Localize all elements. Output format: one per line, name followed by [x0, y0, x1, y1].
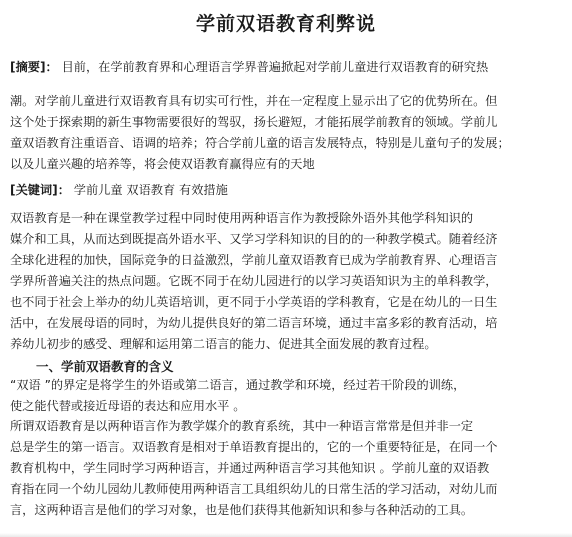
paragraph-line: 所谓双语教育是以两种语言作为教学媒介的教育系统，其中一种语言常常是但并非一定 [10, 419, 474, 433]
abstract-line: 童双语教育注重语音、语调的培养；符合学前儿童的语言发展特点，特别是儿童句子的发展； [10, 136, 510, 150]
paragraph-line: 学界所普遍关注的热点问题。它既不同于在幼儿园进行的以学习英语知识为主的单科教学， [10, 274, 498, 288]
abstract [10, 57, 562, 175]
paragraph-line: 养幼儿初步的感受、理解和运用第二语言的能力、促进其全面发展的教育过程。 [10, 337, 437, 351]
paragraph-line: 媒介和工具，从而达到既提高外语水平、又学习学科知识的目的的一种教学模式。随着经济 [10, 232, 498, 246]
abstract-label: [摘要]： [10, 60, 58, 74]
document-title: 学前双语教育利弊说 [195, 13, 376, 35]
abstract-line: 这个处于探索期的新生事物需要很好的驾驭，扬长避短，才能拓展学前教育的领域。学前儿 [10, 115, 498, 129]
paragraph-line: 使之能代替或接近母语的表达和应用水平 。 [10, 399, 246, 413]
paragraph-definition [10, 375, 562, 417]
paragraph-line: 活中，在发展母语的同时，为幼儿提供良好的第二语言环境，通过丰富多彩的教育活动，培 [10, 316, 498, 330]
paragraph-line: 言，这两种语言是他们的学习对象，也是他们获得其他新知识和参与各种活动的工具。 [10, 503, 474, 517]
paragraph-line: 育指在同一个幼儿园幼儿教师使用两种语言工具组织幼儿的日常生活的学习活动，对幼儿而 [10, 482, 498, 496]
keywords-label: [关键词]： [10, 183, 70, 197]
abstract-line: 目前，在学前教育界和心理语言学界普遍掀起对学前儿童进行双语教育的研究热 [61, 60, 489, 74]
page-bottom-shadow [0, 533, 572, 537]
paragraph-line: 教育机构中，学生同时学习两种语言，并通过两种语言学习其他知识 。学前儿童的双语教 [10, 461, 490, 475]
paragraph-line: 总是学生的第一语言。双语教育是相对于单语教育提出的，它的一个重要特征是，在同一个 [10, 440, 498, 454]
paragraph-intro [10, 208, 562, 355]
paragraph-explanation [10, 416, 562, 521]
abstract-line: 潮。对学前儿童进行双语教育具有切实可行性，并在一定程度上显示出了它的优势所在。但 [10, 94, 498, 108]
paragraph-line: 也不同于社会上举办的幼儿英语培训，更不同于小学英语的学科教育，它是在幼儿的一日生 [10, 295, 498, 309]
section-heading: 一、学前双语教育的含义 [36, 359, 174, 374]
keywords [10, 180, 562, 201]
paragraph-line: 双语教育是一种在课堂教学过程中同时使用两种语言作为教授除外语外其他学科知识的 [10, 211, 474, 225]
keywords-text: 学前儿童 双语教育 有效措施 [73, 183, 228, 197]
paragraph-line: “双语 ”的界定是将学生的外语或第二语言，通过教学和环境，经过若干阶段的训练， [10, 378, 466, 392]
paragraph-line: 全球化进程的加快，国际竞争的日益激烈，学前儿童双语教育已成为学前教育界、心理语言 [10, 253, 498, 267]
abstract-line: 以及儿童兴趣的培养等，将会使双语教育赢得应有的天地 [10, 157, 315, 171]
